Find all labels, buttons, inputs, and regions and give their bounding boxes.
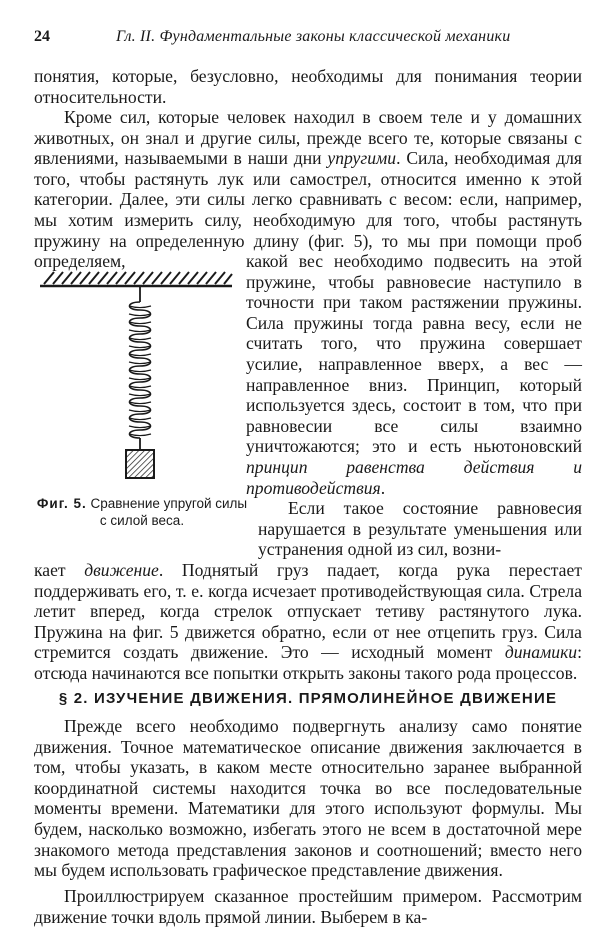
figure-caption [34,495,250,529]
paragraph-3-text-cont: . Поднятый груз падает, когда рука перестает поддерживать его, т. е. когда исчезает противодействующая сила. Стрела летит вперед, когда стрелок отпускает тетиву растянутого лука. Пружина на фиг. 5 движется обратно, если от нее отцепить груз. Сила стремится создать движение. Это — исходный момент [34,560,582,663]
paragraph-2-end: . [380,477,386,498]
figure-caption-text: Сравнение упругой силы с силой веса. [90,496,248,528]
paragraph-3-wrap: Если такое состояние равновесия нарушается в результате уменьшения или устранения одной из сил, возни- [258,498,582,560]
term-dynamics: динамики [504,642,578,663]
page-header [34,28,582,50]
paragraph-1: понятия, которые, безусловно, необходимы для понимания теории относительности. [34,66,582,107]
figure-label: Фиг. 5. [36,496,87,511]
paragraph-2-wrap [246,251,582,498]
paragraph-3-text-end: : отсюда начинаются все попытки открыть законы такого рода процессов. [34,642,582,683]
weight-block [126,450,154,478]
page-number: 24 [34,28,50,45]
term-elastic: упругими [327,148,397,169]
paragraph-2-text-cont: . Сила, необходимая для того, чтобы растянуть лук или самострел, относится именно к этой категории. Далее, эти силы легко сравнивать с весом: если, например, мы хотим измерить силу, необходимую для того, чтобы растянуть пружину на определенную длину (фиг. 5), то мы при помощи проб определяем, [34,148,582,272]
paragraph-4: Прежде всего необходимо подвергнуть анализу само понятие движения. Точное математическое описание движения заключается в том, чтобы указать, в каком месте относительно заранее выбранной координатной системы находится точка во все последовательные моменты времени. Математики для этого используют формулы. Мы будем, насколько возможно, избегать этого не всем в достаточной мере знакомого метода представления законов и соотношений; вместо него мы будем использовать графическое представление движения. [34,716,582,881]
paragraph-2-text: Кроме сил, которые человек находил в своем теле и у домашних животных, он знал и другие силы, прежде всего те, которые связаны с явлениями, называемыми в наши дни [34,107,582,169]
paragraph-2 [34,107,582,272]
term-motion: движение [84,560,159,580]
running-title: Гл. II. Фундаментальные законы классической механики [116,28,511,45]
paragraph-2-wrap-text: какой вес необходимо подвесить на этой пружине, чтобы равновесие наступило в точности при таком растяжении пружины. Сила пружины тогда равна весу, если не считать того, что пружина совершает усилие, направленное вверх, а вес — направленное вниз. Принцип, который используется здесь, состоит в том, что при равновесии все силы взаимно уничтожаются; это и есть ньютоновский [246,251,582,457]
paragraph-3 [34,560,582,684]
paragraph-3-text: кает [34,560,85,580]
term-newton-principle: принцип равенства действия и противодействия [246,456,582,498]
spring-weight-figure [36,270,236,485]
section-heading: § 2. ИЗУЧЕНИЕ ДВИЖЕНИЯ. ПРЯМОЛИНЕЙНОЕ ДВИЖЕНИЕ [58,690,558,707]
ceiling-hatch [40,272,232,286]
paragraph-5: Проиллюстрируем сказанное простейшим примером. Рассмотрим движение точки вдоль прямой линии. Выберем в ка- [34,886,582,927]
